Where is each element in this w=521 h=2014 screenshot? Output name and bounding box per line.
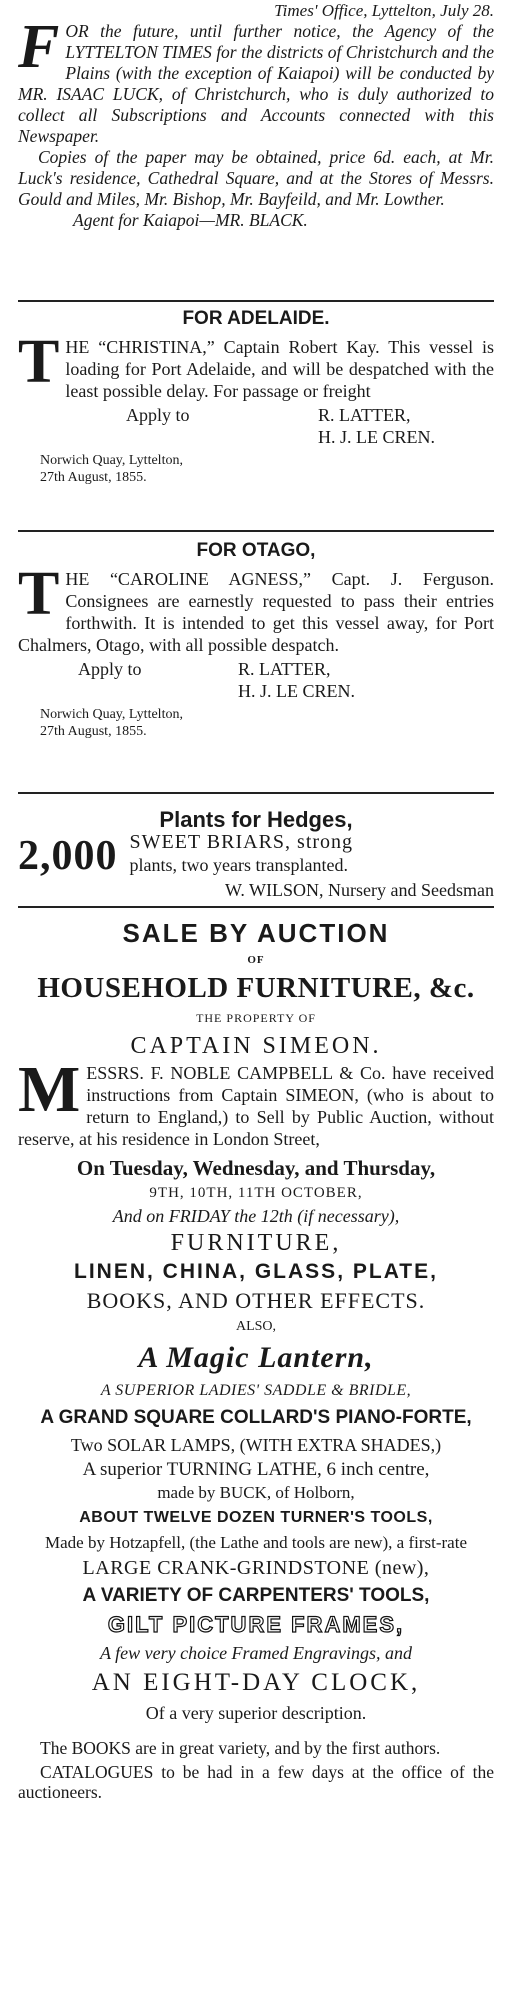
notice-dateline: Times' Office, Lyttelton, July 28. [274,1,494,20]
divider-rule [18,300,494,302]
auction-property: THE PROPERTY OF [196,1011,316,1025]
item-lathe: A superior TURNING LATHE, 6 inch centre, [82,1459,430,1480]
item-turner-tools: ABOUT TWELVE DOZEN TURNER'S TOOLS, [79,1509,433,1526]
auction-books-note: The BOOKS are in great variety, and by the first authors. [40,1738,441,1758]
item-linen: LINEN, CHINA, GLASS, PLATE, [74,1260,438,1283]
agent-name: H. J. LE CREN. [318,427,435,447]
item-picture-frames: GILT PICTURE FRAMES, [107,1612,405,1637]
apply-label: Apply to [78,659,142,679]
item-furniture: FURNITURE, [170,1230,342,1256]
agents-list [238,658,355,702]
item-magic-lantern: A Magic Lantern, [138,1341,374,1374]
otago-body [18,560,494,656]
auction-title: SALE BY AUCTION [122,918,390,948]
auction-text: ESSRS. F. NOBLE CAMPBELL & Co. have received instructions from Captain SIMEON, (who is about to return to England,) to Sell by Public Auction, without reserve, at his residence in London Street, [18,1063,494,1149]
agent-name: R. LATTER, [238,659,331,679]
auction-dates: 9TH, 10TH, 11TH OCTOBER, [149,1185,363,1201]
item-clock-desc: Of a very superior description. [145,1703,367,1723]
auction-advert [18,916,494,1802]
address-date: 27th August, 1855. [40,470,147,485]
auction-of: OF [247,954,265,966]
adelaide-apply [18,404,494,448]
auction-days: On Tuesday, Wednesday, and Thursday, [76,1156,436,1180]
hedges-nursery: W. WILSON, Nursery and Seedsman [225,880,494,900]
adelaide-advert [18,308,494,486]
otago-advert [18,540,494,740]
item-piano: A GRAND SQUARE COLLARD'S PIANO-FORTE, [40,1407,472,1428]
hedges-body [18,831,494,877]
hedges-line1: SWEET BRIARS, strong [129,831,354,853]
otago-heading: FOR OTAGO, [196,540,316,561]
auction-body [18,1053,494,1150]
adelaide-heading: FOR ADELAIDE. [182,308,330,329]
divider-rule [18,530,494,532]
item-engravings: A few very choice Framed Engravings, and [99,1643,413,1663]
divider-rule [18,792,494,794]
auction-subtitle: HOUSEHOLD FURNITURE, &c. [37,972,475,1004]
notice-body [18,13,494,147]
adelaide-body [18,328,494,402]
auction-captain: CAPTAIN SIMEON. [130,1033,382,1059]
item-lathe-maker: made by BUCK, of Holborn, [157,1483,355,1502]
hedges-title: Plants for Hedges, [159,807,353,832]
address-line: Norwich Quay, Lyttelton, [40,453,183,468]
item-carpenter-tools: A VARIETY OF CARPENTERS' TOOLS, [82,1585,430,1606]
otago-apply [18,658,494,702]
agent-name: R. LATTER, [318,405,411,425]
agents-list [318,404,435,448]
hedges-quantity: 2,000 [18,833,118,879]
adelaide-text: HE “CHRISTINA,” Captain Robert Kay. This vessel is loading for Port Adelaide, and will be despatched with the least possible delay. For passage or freight [65,337,494,401]
notice-dropcap: F [18,13,60,81]
auction-friday: And on FRIDAY the 12th (if necessary), [112,1206,400,1226]
otago-text: HE “CAROLINE AGNESS,” Capt. J. Ferguson. Consignees are earnestly requested to pass their entries forthwith. It is intended to get this vessel away, for Port Chalmers, Otago, with all possible despatch. [18,569,494,655]
auction-dropcap: M [18,1053,81,1126]
apply-label: Apply to [126,405,190,425]
item-clock: AN EIGHT-DAY CLOCK, [91,1669,421,1696]
auction-also: ALSO, [235,1319,277,1334]
adelaide-address [40,452,494,486]
notice-agent: Agent for Kaiapoi—MR. BLACK. [73,210,308,230]
hedges-advert [18,808,494,902]
otago-dropcap: T [18,560,60,628]
hedges-line2: plants, two years transplanted. [129,855,348,875]
otago-address [40,706,494,740]
item-lamps: Two SOLAR LAMPS, (WITH EXTRA SHADES,) [70,1435,442,1455]
agent-name: H. J. LE CREN. [238,681,355,701]
item-saddle: A SUPERIOR LADIES' SADDLE & BRIDLE, [100,1382,412,1399]
item-books: BOOKS, AND OTHER EFFECTS. [86,1288,426,1313]
notice-copies: Copies of the paper may be obtained, price 6d. each, at Mr. Luck's residence, Cathedral Square, and at the Stores of Messrs. Gould and Miles, Mr. Bishop, Mr. Bayfeild, and Mr. Lowther. [18,147,494,209]
times-office-notice [18,0,494,231]
notice-text: OR the future, until further notice, the Agency of the LYTTELTON TIMES for the districts of Christchurch and the Plains (with the exception of Kaiapoi) will be conducted by MR. ISAAC LUCK, of Christchurch, who is duly authorized to collect all Subscriptions and Accounts connected with this Newspaper. [18,21,494,146]
divider-rule [18,906,494,908]
address-date: 27th August, 1855. [40,724,147,739]
item-grindstone: LARGE CRANK-GRINDSTONE (new), [82,1557,430,1579]
auction-catalogues-note: CATALOGUES to be had in a few days at the office of the auctioneers. [18,1762,494,1802]
address-line: Norwich Quay, Lyttelton, [40,707,183,722]
adelaide-dropcap: T [18,328,60,396]
item-tools-maker: Made by Hotzapfell, (the Lathe and tools are new), a first-rate [45,1533,467,1552]
